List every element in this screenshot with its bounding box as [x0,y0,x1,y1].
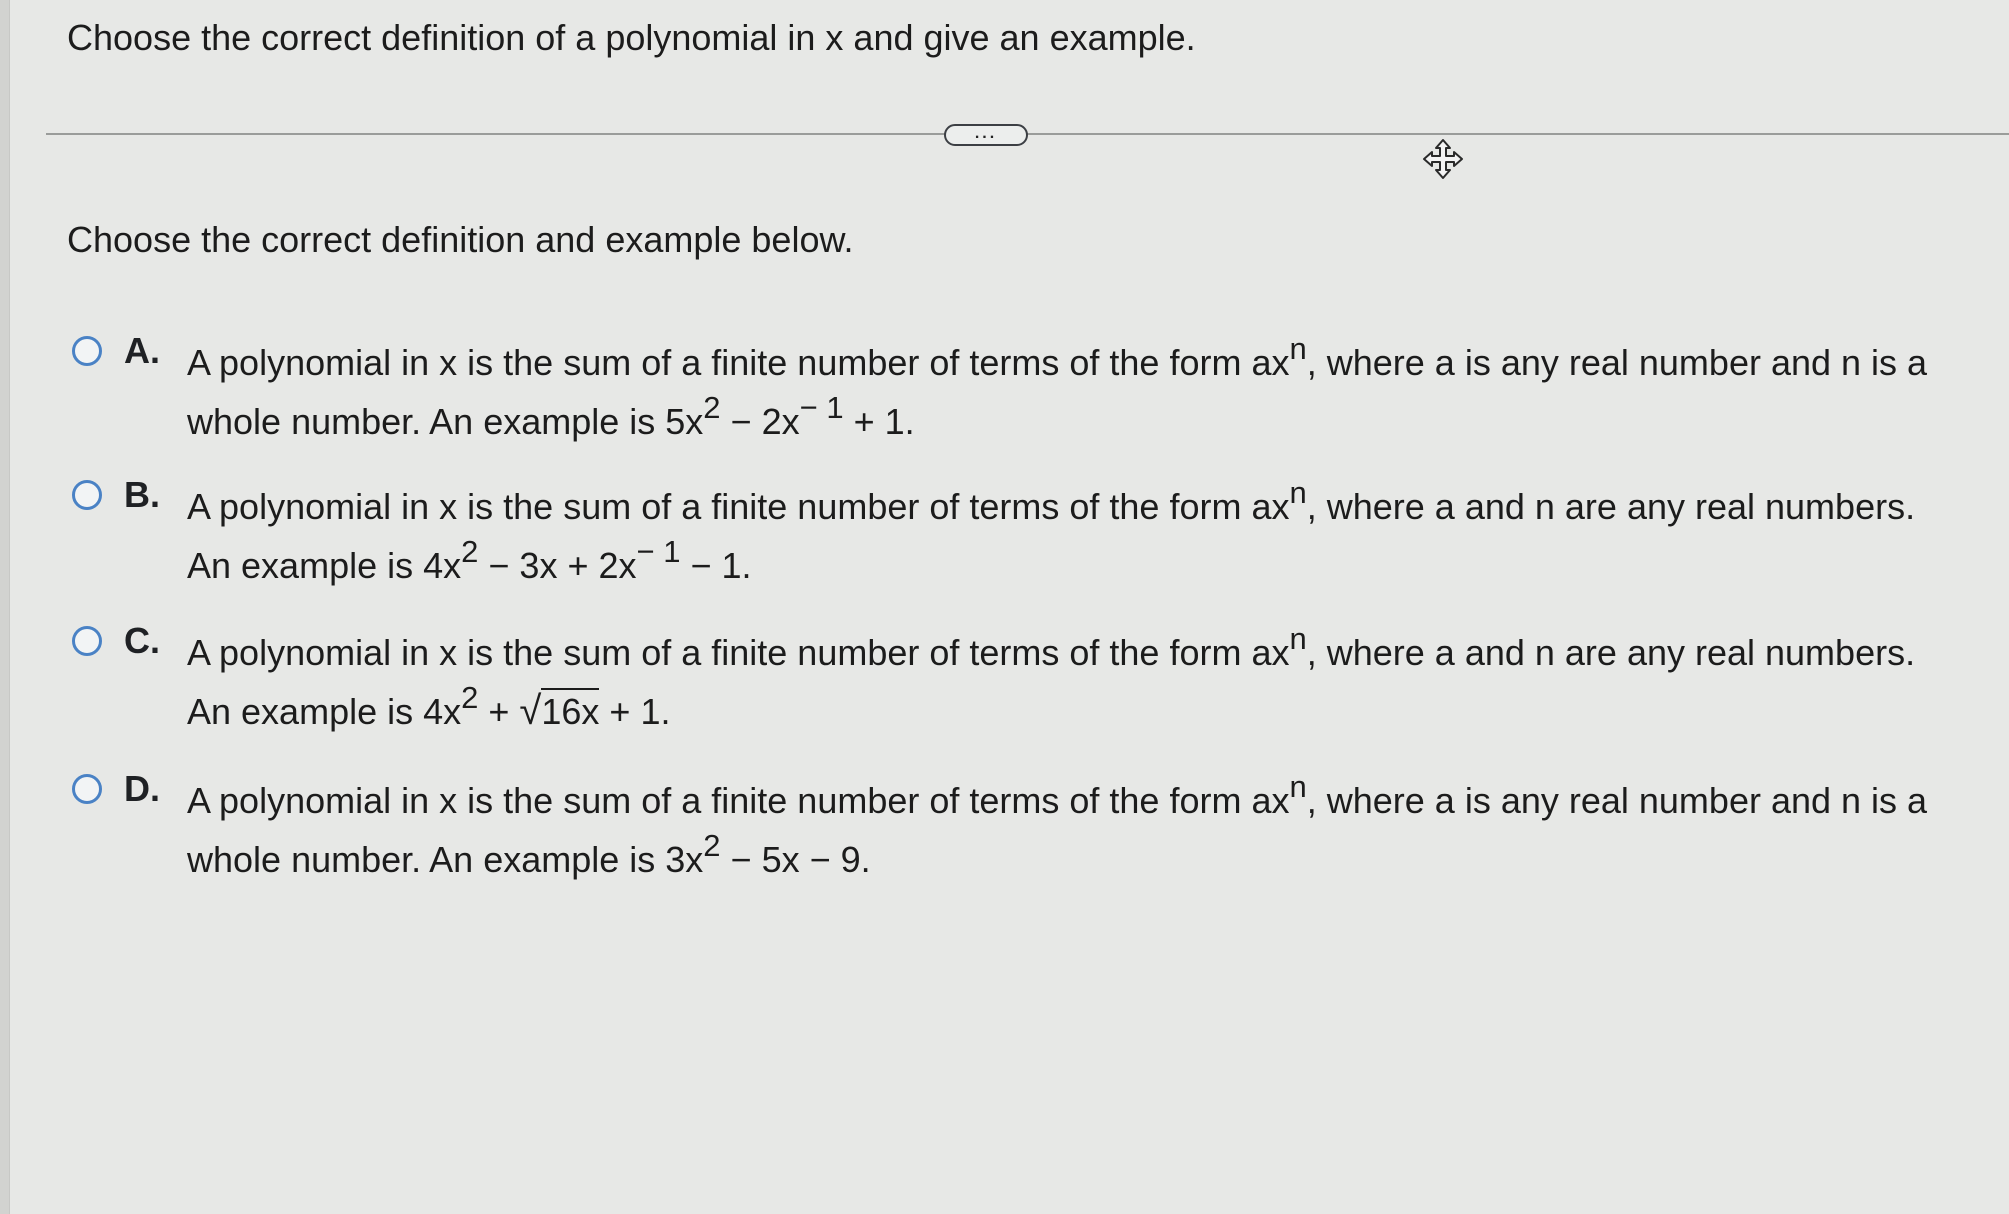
square-root-icon: √ [519,689,542,733]
definition-text: , where a is any real number and n is a [1306,342,1928,383]
radicand: 16x [541,688,599,732]
definition-text: , where a is any real number and n is a [1306,780,1928,821]
exponent: n [1289,769,1307,804]
example-text: + 1. [599,691,671,732]
definition-text: A polynomial in x is the sum of a finite number of terms of the form ax [187,486,1290,527]
example-text: + 1. [843,401,915,442]
radio-button-icon[interactable] [72,626,102,656]
choice-text [187,331,2009,452]
example-text: − 5x − 9. [720,839,871,880]
definition-text: A polynomial in x is the sum of a finite number of terms of the form ax [187,632,1290,673]
instruction-text: Choose the correct definition and example below. [67,219,854,260]
choice-text [187,769,2009,890]
definition-text: , where a and n are any real numbers. [1306,486,1916,527]
choice-letter: D. [124,768,160,809]
exponent: − 1 [636,534,681,569]
exponent: − 1 [799,390,844,425]
exponent: 2 [461,534,479,569]
exponent: n [1289,621,1307,656]
move-arrows-icon[interactable] [1422,138,1464,180]
window-edge [0,0,10,1214]
exponent: 2 [703,828,721,863]
choice-letter: B. [124,474,160,515]
example-text: whole number. An example is 5x [187,401,704,442]
definition-text: A polynomial in x is the sum of a finite number of terms of the form ax [187,342,1290,383]
radio-button-icon[interactable] [72,480,102,510]
example-text: An example is 4x [187,691,462,732]
exponent: 2 [461,680,479,715]
choice-letter: A. [124,330,160,371]
example-text: − 3x + 2x [478,545,637,586]
example-text: whole number. An example is 3x [187,839,704,880]
radio-button-icon[interactable] [72,774,102,804]
exponent: n [1289,331,1307,366]
example-text: + [478,691,520,732]
definition-text: , where a and n are any real numbers. [1306,632,1916,673]
example-text: An example is 4x [187,545,462,586]
radio-button-icon[interactable] [72,336,102,366]
choice-text [187,621,2009,742]
exponent: n [1289,475,1307,510]
definition-text: A polynomial in x is the sum of a finite number of terms of the form ax [187,780,1290,821]
choice-text [187,475,2009,596]
exponent: 2 [703,390,721,425]
question-title: Choose the correct definition of a polynomial in x and give an example. [67,17,1196,58]
choice-letter: C. [124,620,160,661]
expand-more-button[interactable]: ... [944,124,1028,146]
example-text: − 1. [680,545,752,586]
example-text: − 2x [720,401,800,442]
